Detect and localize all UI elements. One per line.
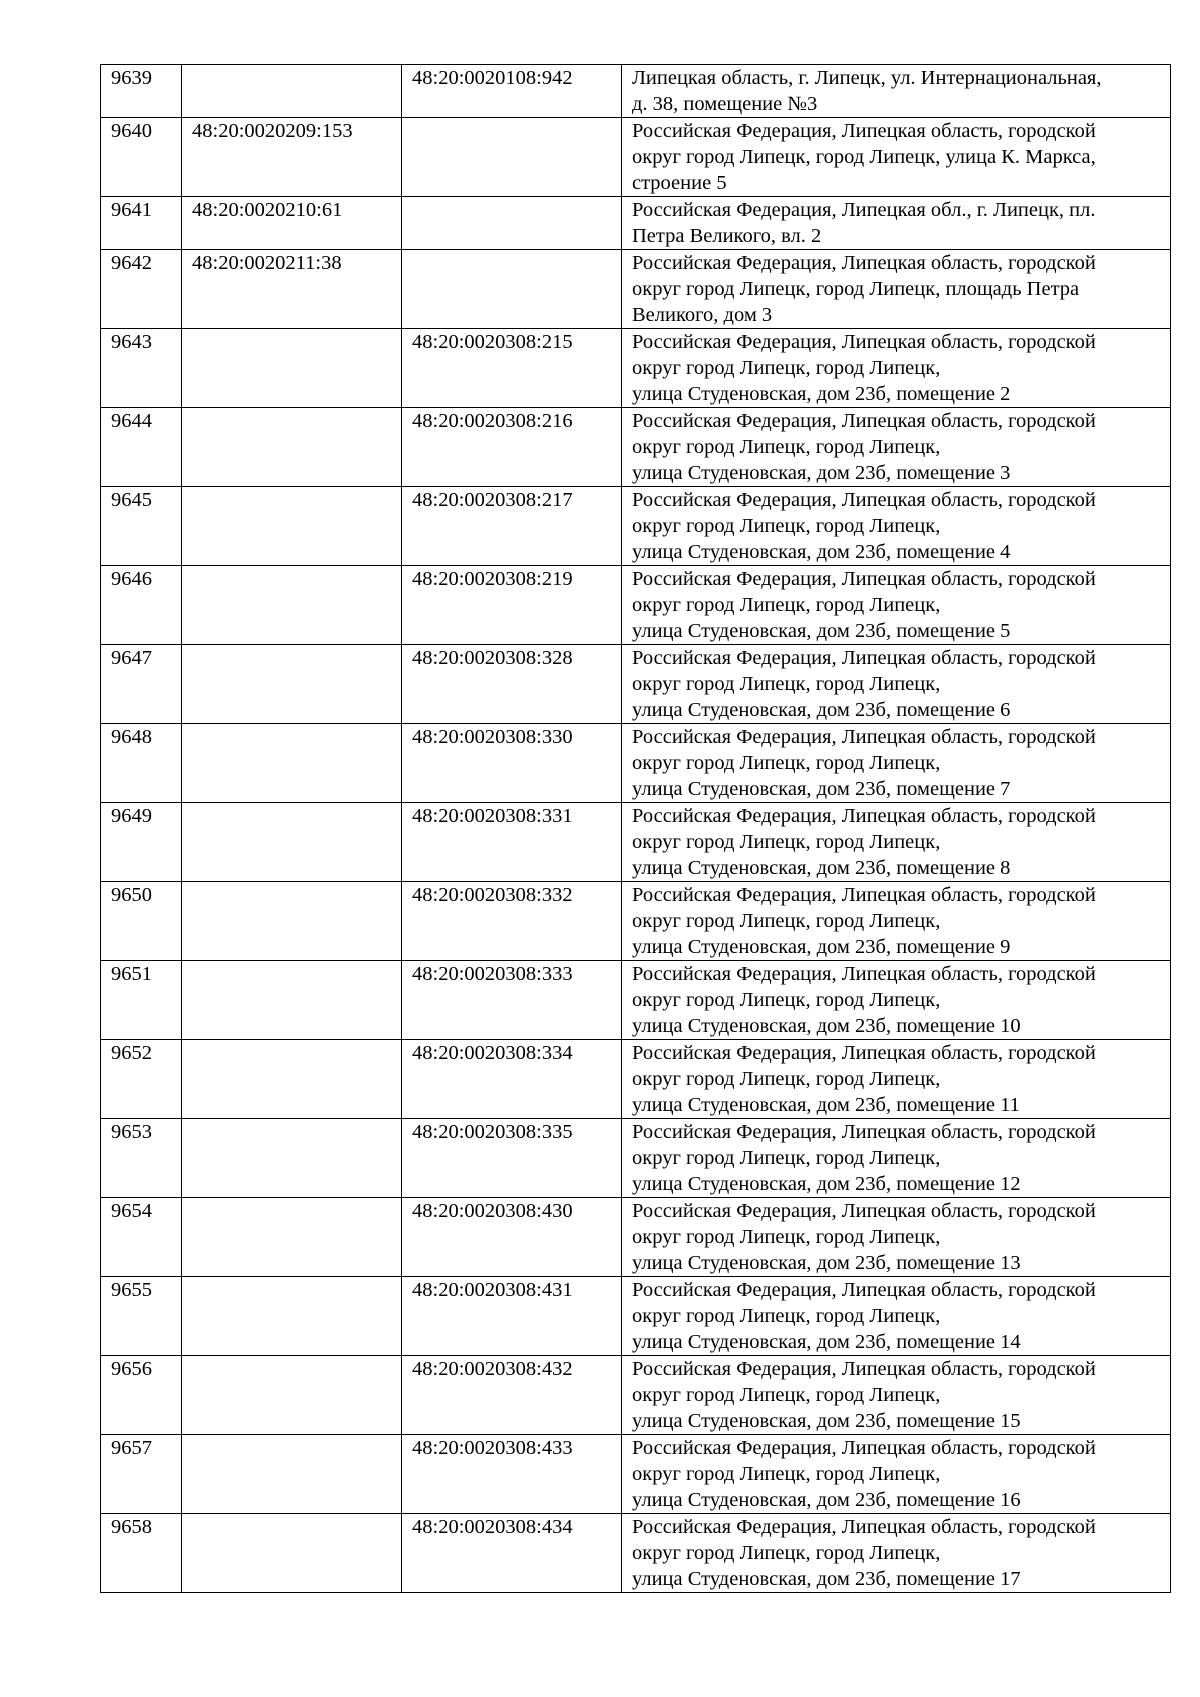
address-line: Российская Федерация, Липецкая область, городской: [632, 1121, 1096, 1143]
cadastral-number-cell: [182, 961, 402, 1040]
cadastral-number-cell: [182, 1514, 402, 1593]
address-line: Российская Федерация, Липецкая область, городской: [632, 120, 1096, 142]
number-cell: 9641: [101, 197, 182, 250]
number-cell: 9644: [101, 408, 182, 487]
cadastral-number-cell: [182, 645, 402, 724]
address-line: Российская Федерация, Липецкая область, городской: [632, 1516, 1096, 1538]
address-line: округ город Липецк, город Липецк,: [632, 594, 941, 616]
table-row: [101, 1119, 1171, 1198]
number-cell: 9643: [101, 329, 182, 408]
address-line: округ город Липецк, город Липецк, площадь Петра: [632, 278, 1080, 300]
address-line: округ город Липецк, город Липецк,: [632, 1226, 941, 1248]
premises-cadastral-number-cell: 48:20:0020308:216: [402, 408, 622, 487]
premises-cadastral-number-cell: 48:20:0020308:433: [402, 1435, 622, 1514]
address-line: Петра Великого, вл. 2: [632, 225, 822, 247]
address-line: улица Студеновская, дом 23б, помещение 13: [632, 1252, 1021, 1274]
address-line: округ город Липецк, город Липецк,: [632, 752, 941, 774]
cadastral-number-cell: [182, 566, 402, 645]
table-row: [101, 1356, 1171, 1435]
number-cell: 9652: [101, 1040, 182, 1119]
number-cell: 9640: [101, 118, 182, 197]
number-cell: 9647: [101, 645, 182, 724]
table-row: [101, 1198, 1171, 1277]
premises-cadastral-number-cell: [402, 197, 622, 250]
cadastral-number-cell: [182, 65, 402, 118]
premises-cadastral-number-cell: 48:20:0020308:430: [402, 1198, 622, 1277]
number-cell: 9648: [101, 724, 182, 803]
address-line: улица Студеновская, дом 23б, помещение 9: [632, 936, 1011, 958]
address-line: округ город Липецк, город Липецк,: [632, 1147, 941, 1169]
address-cell: [622, 329, 1171, 408]
table-row: [101, 1435, 1171, 1514]
address-line: улица Студеновская, дом 23б, помещение 16: [632, 1489, 1021, 1511]
table-row: [101, 1514, 1171, 1593]
property-register-body: [101, 65, 1171, 1593]
premises-cadastral-number-cell: 48:20:0020308:431: [402, 1277, 622, 1356]
number-cell: 9650: [101, 882, 182, 961]
premises-cadastral-number-cell: [402, 118, 622, 197]
premises-cadastral-number-cell: 48:20:0020308:328: [402, 645, 622, 724]
number-cell: 9651: [101, 961, 182, 1040]
cadastral-number-cell: [182, 487, 402, 566]
cadastral-number-cell: 48:20:0020210:61: [182, 197, 402, 250]
address-line: Российская Федерация, Липецкая область, городской: [632, 568, 1096, 590]
number-cell: 9653: [101, 1119, 182, 1198]
address-line: улица Студеновская, дом 23б, помещение 14: [632, 1331, 1021, 1353]
address-line: улица Студеновская, дом 23б, помещение 6: [632, 699, 1011, 721]
address-line: округ город Липецк, город Липецк,: [632, 436, 941, 458]
address-line: Российская Федерация, Липецкая область, городской: [632, 1358, 1096, 1380]
premises-cadastral-number-cell: 48:20:0020308:335: [402, 1119, 622, 1198]
address-line: Российская Федерация, Липецкая область, городской: [632, 489, 1096, 511]
address-line: Российская Федерация, Липецкая область, городской: [632, 726, 1096, 748]
address-cell: [622, 803, 1171, 882]
table-row: [101, 1040, 1171, 1119]
address-line: Российская Федерация, Липецкая область, городской: [632, 331, 1096, 353]
address-line: Российская Федерация, Липецкая область, городской: [632, 1200, 1096, 1222]
address-cell: [622, 487, 1171, 566]
address-line: Российская Федерация, Липецкая область, городской: [632, 805, 1096, 827]
table-row: [101, 65, 1171, 118]
address-cell: [622, 1514, 1171, 1593]
address-cell: [622, 65, 1171, 118]
address-line: Российская Федерация, Липецкая область, городской: [632, 647, 1096, 669]
address-line: улица Студеновская, дом 23б, помещение 4: [632, 541, 1011, 563]
table-row: [101, 882, 1171, 961]
number-cell: 9655: [101, 1277, 182, 1356]
number-cell: 9654: [101, 1198, 182, 1277]
address-cell: [622, 566, 1171, 645]
number-cell: 9646: [101, 566, 182, 645]
cadastral-number-cell: [182, 1435, 402, 1514]
premises-cadastral-number-cell: 48:20:0020308:332: [402, 882, 622, 961]
cadastral-number-cell: [182, 408, 402, 487]
cadastral-number-cell: [182, 1198, 402, 1277]
number-cell: 9649: [101, 803, 182, 882]
address-line: улица Студеновская, дом 23б, помещение 2: [632, 383, 1011, 405]
address-line: Российская Федерация, Липецкая область, городской: [632, 1042, 1096, 1064]
premises-cadastral-number-cell: 48:20:0020308:219: [402, 566, 622, 645]
table-row: [101, 645, 1171, 724]
premises-cadastral-number-cell: 48:20:0020108:942: [402, 65, 622, 118]
address-line: округ город Липецк, город Липецк,: [632, 989, 941, 1011]
premises-cadastral-number-cell: 48:20:0020308:331: [402, 803, 622, 882]
table-row: [101, 961, 1171, 1040]
premises-cadastral-number-cell: 48:20:0020308:330: [402, 724, 622, 803]
address-cell: [622, 1277, 1171, 1356]
cadastral-number-cell: [182, 882, 402, 961]
premises-cadastral-number-cell: 48:20:0020308:217: [402, 487, 622, 566]
number-cell: 9656: [101, 1356, 182, 1435]
cadastral-number-cell: [182, 1356, 402, 1435]
address-line: улица Студеновская, дом 23б, помещение 12: [632, 1173, 1021, 1195]
number-cell: 9657: [101, 1435, 182, 1514]
cadastral-number-cell: [182, 1040, 402, 1119]
table-row: [101, 408, 1171, 487]
address-line: улица Студеновская, дом 23б, помещение 11: [632, 1094, 1020, 1116]
address-cell: [622, 645, 1171, 724]
table-row: [101, 803, 1171, 882]
cadastral-number-cell: 48:20:0020209:153: [182, 118, 402, 197]
cadastral-number-cell: [182, 724, 402, 803]
address-line: улица Студеновская, дом 23б, помещение 8: [632, 857, 1011, 879]
number-cell: 9642: [101, 250, 182, 329]
address-cell: [622, 1435, 1171, 1514]
premises-cadastral-number-cell: 48:20:0020308:334: [402, 1040, 622, 1119]
address-line: улица Студеновская, дом 23б, помещение 17: [632, 1568, 1021, 1590]
property-register-table: [100, 64, 1171, 1593]
address-line: Российская Федерация, Липецкая область, городской: [632, 963, 1096, 985]
address-line: улица Студеновская, дом 23б, помещение 15: [632, 1410, 1021, 1432]
address-line: Российская Федерация, Липецкая область, городской: [632, 410, 1096, 432]
premises-cadastral-number-cell: [402, 250, 622, 329]
address-line: Великого, дом 3: [632, 304, 773, 326]
address-cell: [622, 1119, 1171, 1198]
address-cell: [622, 961, 1171, 1040]
cadastral-number-cell: [182, 1277, 402, 1356]
address-line: улица Студеновская, дом 23б, помещение 5: [632, 620, 1011, 642]
table-row: [101, 250, 1171, 329]
address-line: Российская Федерация, Липецкая область, городской: [632, 252, 1096, 274]
address-cell: [622, 118, 1171, 197]
address-line: округ город Липецк, город Липецк,: [632, 515, 941, 537]
premises-cadastral-number-cell: 48:20:0020308:215: [402, 329, 622, 408]
address-line: округ город Липецк, город Липецк,: [632, 910, 941, 932]
premises-cadastral-number-cell: 48:20:0020308:432: [402, 1356, 622, 1435]
table-row: [101, 118, 1171, 197]
table-row: [101, 724, 1171, 803]
address-cell: [622, 724, 1171, 803]
table-row: [101, 566, 1171, 645]
table-row: [101, 1277, 1171, 1356]
table-row: [101, 197, 1171, 250]
address-cell: [622, 250, 1171, 329]
number-cell: 9645: [101, 487, 182, 566]
cadastral-number-cell: 48:20:0020211:38: [182, 250, 402, 329]
number-cell: 9658: [101, 1514, 182, 1593]
address-line: Липецкая область, г. Липецк, ул. Интернациональная,: [632, 67, 1102, 89]
address-cell: [622, 1198, 1171, 1277]
address-cell: [622, 1040, 1171, 1119]
address-line: округ город Липецк, город Липецк,: [632, 357, 941, 379]
address-line: округ город Липецк, город Липецк,: [632, 1384, 941, 1406]
address-line: строение 5: [632, 172, 727, 194]
address-line: улица Студеновская, дом 23б, помещение 7: [632, 778, 1011, 800]
address-line: округ город Липецк, город Липецк,: [632, 1542, 941, 1564]
address-line: улица Студеновская, дом 23б, помещение 10: [632, 1015, 1021, 1037]
cadastral-number-cell: [182, 1119, 402, 1198]
premises-cadastral-number-cell: 48:20:0020308:434: [402, 1514, 622, 1593]
address-cell: [622, 197, 1171, 250]
address-line: округ город Липецк, город Липецк, улица К. Маркса,: [632, 146, 1096, 168]
table-row: [101, 329, 1171, 408]
address-line: д. 38, помещение №3: [632, 93, 818, 115]
address-line: округ город Липецк, город Липецк,: [632, 673, 941, 695]
address-line: округ город Липецк, город Липецк,: [632, 1463, 941, 1485]
address-cell: [622, 1356, 1171, 1435]
address-line: округ город Липецк, город Липецк,: [632, 1068, 941, 1090]
address-line: Российская Федерация, Липецкая область, городской: [632, 1279, 1096, 1301]
cadastral-number-cell: [182, 803, 402, 882]
address-line: Российская Федерация, Липецкая область, городской: [632, 884, 1096, 906]
cadastral-number-cell: [182, 329, 402, 408]
address-cell: [622, 882, 1171, 961]
number-cell: 9639: [101, 65, 182, 118]
premises-cadastral-number-cell: 48:20:0020308:333: [402, 961, 622, 1040]
address-line: Российская Федерация, Липецкая область, городской: [632, 1437, 1096, 1459]
address-line: округ город Липецк, город Липецк,: [632, 1305, 941, 1327]
address-line: улица Студеновская, дом 23б, помещение 3: [632, 462, 1011, 484]
address-line: округ город Липецк, город Липецк,: [632, 831, 941, 853]
table-row: [101, 487, 1171, 566]
address-line: Российская Федерация, Липецкая обл., г. Липецк, пл.: [632, 199, 1096, 221]
address-cell: [622, 408, 1171, 487]
